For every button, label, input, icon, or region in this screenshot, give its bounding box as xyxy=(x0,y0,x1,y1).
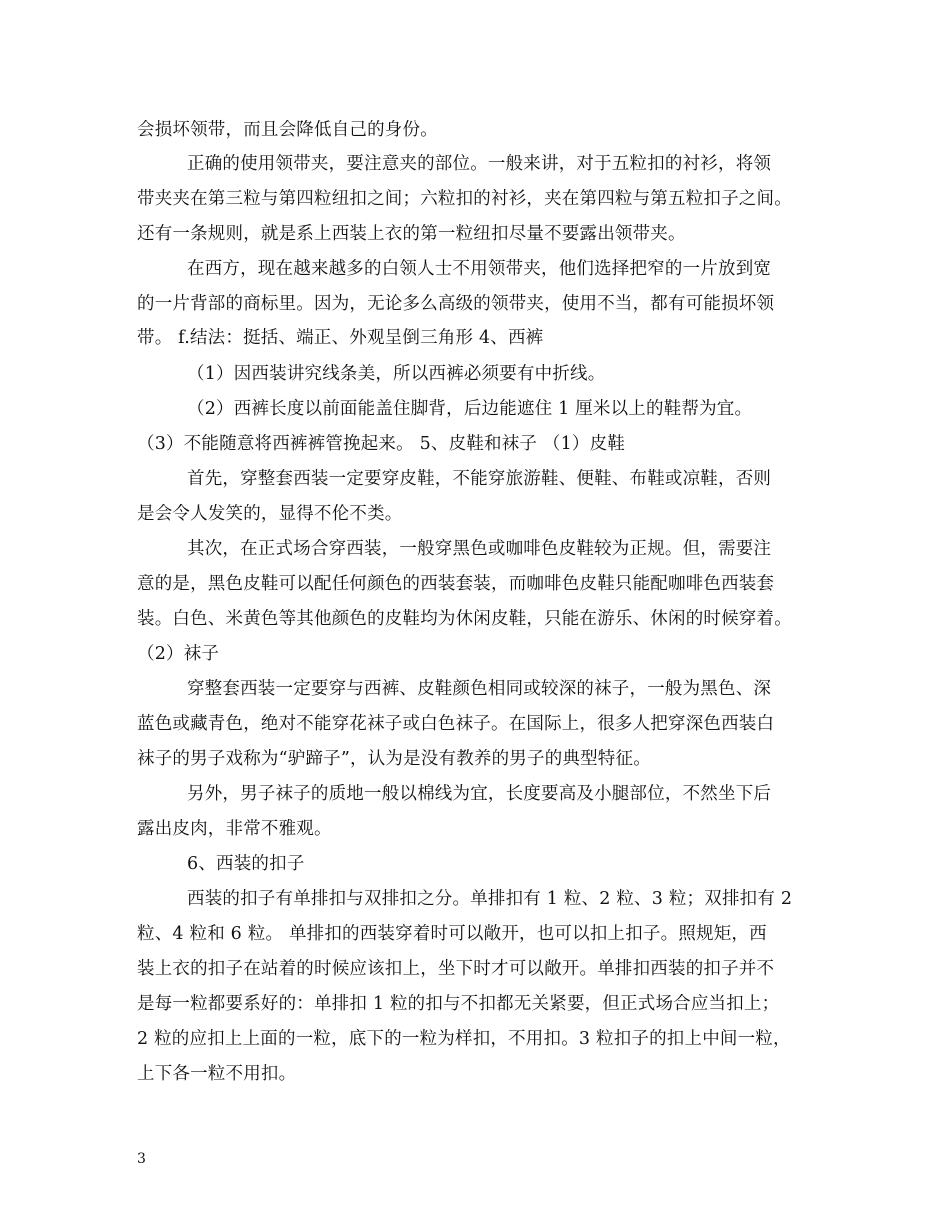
text-line-13: 其次，在正式场合穿西装，一般穿黑色或咖啡色皮鞋较为正规。但，需要注 xyxy=(187,539,772,559)
text-line-22: 6、西装的扣子 xyxy=(187,854,305,874)
text-line-14: 意的是，黑色皮鞋可以配任何颜色的西装套装，而咖啡色皮鞋只能配咖啡色西装套 xyxy=(137,574,775,594)
text-line-16: （2）袜子 xyxy=(137,644,220,664)
text-line-1: 会损坏领带，而且会降低自己的身份。 xyxy=(137,120,438,140)
text-line-11: 首先，穿整套西装一定要穿皮鞋，不能穿旅游鞋、便鞋、布鞋或凉鞋，否则 xyxy=(187,469,772,489)
text-line-18: 蓝色或藏青色，绝对不能穿花袜子或白色袜子。在国际上，很多人把穿深色西装白 xyxy=(137,714,775,734)
text-line-4: 还有一条规则，就是系上西装上衣的第一粒纽扣尽量不要露出领带夹。 xyxy=(137,224,686,244)
text-line-19: 袜子的男子戏称为“驴蹄子”，认为是没有教养的男子的典型特征。 xyxy=(137,749,651,769)
page-number: 3 xyxy=(137,1151,146,1167)
text-line-2: 正确的使用领带夹，要注意夹的部位。一般来讲，对于五粒扣的衬衫，将领 xyxy=(187,154,772,174)
text-line-17: 穿整套西装一定要穿与西裤、皮鞋颜色相同或较深的袜子，一般为黑色、深 xyxy=(187,679,772,699)
text-line-28: 上下各一粒不用扣。 xyxy=(137,1064,297,1084)
text-line-3: 带夹夹在第三粒与第四粒纽扣之间；六粒扣的衬衫，夹在第四粒与第五粒扣子之间。 xyxy=(137,189,792,209)
text-line-10: （3）不能随意将西裤裤管挽起来。 5、皮鞋和袜子 （1）皮鞋 xyxy=(137,434,626,454)
text-line-23: 西装的扣子有单排扣与双排扣之分。单排扣有 1 粒、2 粒、3 粒；双排扣有 2 xyxy=(187,889,793,909)
text-line-26: 是每一粒都要系好的：单排扣 1 粒的扣与不扣都无关紧要，但正式场合应当扣上； xyxy=(137,994,780,1014)
text-line-21: 露出皮肉，非常不雅观。 xyxy=(137,819,332,839)
text-line-24: 粒、4 粒和 6 粒。 单排扣的西装穿着时可以敞开，也可以扣上扣子。照规矩，西 xyxy=(137,924,767,944)
text-line-15: 装。白色、米黄色等其他颜色的皮鞋均为休闲皮鞋，只能在游乐、休闲的时候穿着。 xyxy=(137,609,792,629)
text-line-7: 带。 f.结法：挺括、端正、外观呈倒三角形 4、西裤 xyxy=(137,328,544,348)
text-line-20: 另外，男子袜子的质地一般以棉线为宜，长度要高及小腿部位，不然坐下后 xyxy=(187,784,772,804)
text-line-6: 的一片背部的商标里。因为，无论多么高级的领带夹，使用不当，都有可能损坏领 xyxy=(137,294,775,314)
text-line-12: 是会令人发笑的，显得不伦不类。 xyxy=(137,504,403,524)
text-line-5: 在西方，现在越来越多的白领人士不用领带夹，他们选择把窄的一片放到宽 xyxy=(187,259,772,279)
text-line-8: （1）因西装讲究线条美，所以西裤必须要有中折线。 xyxy=(187,364,606,384)
text-line-25: 装上衣的扣子在站着的时候应该扣上，坐下时才可以敞开。单排扣西装的扣子并不 xyxy=(137,959,775,979)
text-line-27: 2 粒的应扣上上面的一粒，底下的一粒为样扣，不用扣。3 粒扣子的扣上中间一粒， xyxy=(137,1029,791,1049)
text-line-9: （2）西裤长度以前面能盖住脚背，后边能遮住 1 厘米以上的鞋帮为宜。 xyxy=(187,399,753,419)
